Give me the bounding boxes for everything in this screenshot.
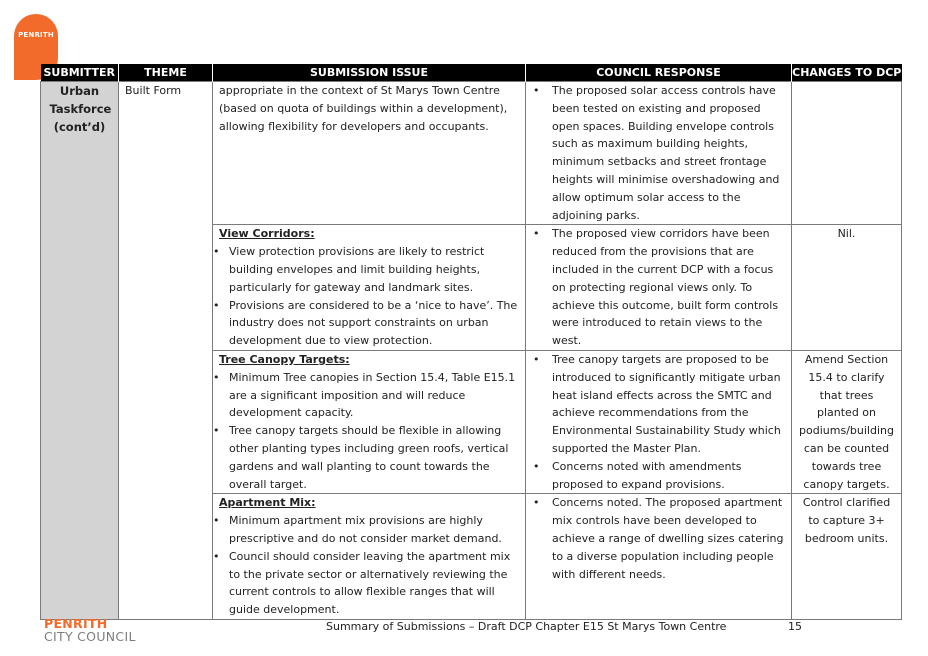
changes-text: Nil. bbox=[837, 227, 856, 241]
response-list bbox=[532, 82, 785, 224]
table-header-row bbox=[41, 64, 902, 82]
issue-item: • View protection provisions are likely to restrict building envelopes and limit building heights, particularly for gateway and landmark sites. bbox=[219, 243, 519, 296]
issue-item: • Tree canopy targets should be flexible in allowing other planting types including green roofs, vertical gardens and wall planting to count towards the overall target. bbox=[219, 422, 519, 493]
header-submitter: SUBMITTER bbox=[41, 64, 119, 82]
response-item: • The proposed solar access controls have been tested on existing and proposed open spaces. Building envelope controls such as maximum building heights, minimum setbacks and street frontage heights will minimise overshadowing and allow optimum solar access to the adjoining parks. bbox=[532, 82, 785, 224]
issue-list bbox=[219, 369, 519, 494]
changes-text: Amend Section 15.4 to clarify that trees planted on podiums/building can be counted towards tree canopy targets. bbox=[799, 352, 894, 491]
footer-document-title: Summary of Submissions – Draft DCP Chapter E15 St Marys Town Centre bbox=[326, 620, 727, 633]
header-changes-to-dcp: CHANGES TO DCP bbox=[792, 64, 902, 82]
issue-heading: View Corridors: bbox=[219, 227, 315, 241]
submissions-table bbox=[40, 64, 902, 620]
response-cell bbox=[526, 350, 792, 493]
header-council-response: COUNCIL RESPONSE bbox=[526, 64, 792, 82]
issue-cell bbox=[213, 225, 526, 351]
response-cell bbox=[526, 225, 792, 351]
response-item: • Concerns noted with amendments proposed to expand provisions. bbox=[532, 458, 785, 494]
response-list bbox=[532, 494, 785, 583]
page-number: 15 bbox=[788, 620, 802, 633]
badge-text: PENRITH bbox=[18, 31, 54, 39]
issue-item: • Minimum apartment mix provisions are highly prescriptive and do not consider market demand. bbox=[219, 512, 519, 548]
issue-item: • Council should consider leaving the apartment mix to the private sector or alternatively reviewing the current controls to allow flexible ranges that will guide development. bbox=[219, 548, 519, 619]
issue-item: • Minimum Tree canopies in Section 15.4, Table E15.1 are a significant imposition and will reduce development capacity. bbox=[219, 369, 519, 422]
issue-list bbox=[219, 243, 519, 350]
response-item: • The proposed view corridors have been reduced from the provisions that are included in the current DCP with a focus on protecting regional views only. To achieve this outcome, built form controls were introduced to retain views to the west. bbox=[532, 225, 785, 350]
table-row bbox=[41, 82, 902, 225]
response-cell bbox=[526, 82, 792, 225]
issue-cell bbox=[213, 350, 526, 493]
response-cell bbox=[526, 494, 792, 620]
issue-list bbox=[219, 512, 519, 619]
issue-cell bbox=[213, 82, 526, 225]
logo-line-2: CITY COUNCIL bbox=[44, 629, 136, 644]
response-list bbox=[532, 225, 785, 350]
submitter-name: Urban Taskforce (cont’d) bbox=[49, 84, 112, 134]
issue-heading: Apartment Mix: bbox=[219, 496, 316, 510]
theme-name: Built Form bbox=[125, 84, 182, 97]
response-list bbox=[532, 351, 785, 493]
changes-cell bbox=[792, 225, 902, 351]
changes-cell bbox=[792, 350, 902, 493]
penrith-city-council-logo bbox=[44, 617, 136, 643]
changes-cell bbox=[792, 494, 902, 620]
header-submission-issue: SUBMISSION ISSUE bbox=[213, 64, 526, 82]
issue-heading: Tree Canopy Targets: bbox=[219, 352, 350, 366]
response-item: • Tree canopy targets are proposed to be introduced to significantly mitigate urban heat island effects across the SMTC and achieve recommendations from the Environmental Sustainability Study which supported the Master Plan. bbox=[532, 351, 785, 458]
issue-cell bbox=[213, 494, 526, 620]
submitter-cell bbox=[41, 82, 119, 620]
issue-text: appropriate in the context of St Marys Town Centre (based on quota of buildings within a development), allowing flexibility for developers and occupants. bbox=[219, 84, 508, 133]
logo-line-1: PENRITH bbox=[44, 616, 108, 631]
changes-cell bbox=[792, 82, 902, 225]
response-item: • Concerns noted. The proposed apartment mix controls have been developed to achieve a range of dwelling sizes catering to a diverse population including people with different needs. bbox=[532, 494, 785, 583]
theme-cell bbox=[119, 82, 213, 620]
issue-item: • Provisions are considered to be a ‘nice to have’. The industry does not support constraints on urban development due to view protection. bbox=[219, 297, 519, 350]
changes-text: Control clarified to capture 3+ bedroom units. bbox=[802, 496, 891, 545]
header-theme: THEME bbox=[119, 64, 213, 82]
